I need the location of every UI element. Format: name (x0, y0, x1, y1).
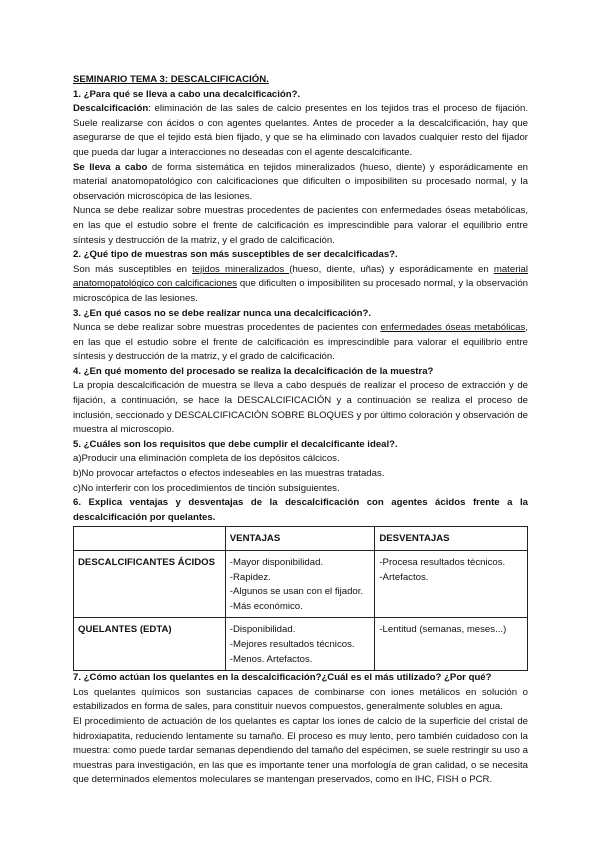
cell-line: -Lentitud (semanas, meses...) (379, 624, 507, 636)
document-title: SEMINARIO TEMA 3: DESCALCIFICACIÓN. (73, 74, 269, 85)
table-header-row (74, 527, 528, 551)
answer-1-paragraph: Nunca se debe realizar sobre muestras procedentes de pacientes con enfermedades óseas metabólicas, en las que el estudio sobre el frente de calcificación es imprescindible para valorar el equilibrio entre síntesis y destrucción de la matriz, y el grado de calcificación. (73, 205, 528, 246)
cell-line: -Artefactos. (379, 571, 429, 583)
question-1: 1. ¿Para qué se lleva a cabo una decalcificación?. (73, 88, 301, 100)
table-row (74, 618, 528, 671)
text: Nunca se debe realizar sobre muestras procedentes de pacientes con (73, 322, 381, 334)
table-row (74, 551, 528, 618)
cell-line: -Menos. Artefactos. (229, 653, 313, 665)
answer-1-paragraph (73, 102, 528, 160)
header-cell: DESVENTAJAS (375, 527, 528, 551)
cell-line: -Disponibilidad. (229, 624, 296, 636)
cell-line: -Mayor disponibilidad. (229, 557, 324, 568)
document-page (73, 73, 528, 788)
underlined-text: tejidos mineralizados (192, 263, 290, 275)
cell-line: -Más económico. (229, 600, 303, 612)
answer-2 (73, 263, 528, 307)
underlined-text: material anatomopatológico con calcificaciones (73, 263, 528, 290)
cell-line: -Algunos se usan con el fijador. (229, 586, 364, 598)
desventajas-cell (375, 618, 528, 671)
question-5: 5. ¿Cuáles son los requisitos que debe cumplir el decalcificante ideal?. (73, 438, 398, 450)
question-4: 4. ¿En qué momento del procesado se realiza la decalcificación de la muestra? (73, 365, 434, 377)
question-2: 2. ¿Qué tipo de muestras son más susceptibles de ser decalcificadas?. (73, 249, 398, 261)
question-3: 3. ¿En qué casos no se debe realizar nunca una decalcificación?. (73, 307, 372, 319)
term: Descalcificación (73, 103, 149, 115)
row-label: QUELANTES (EDTA) (74, 618, 226, 671)
ventajas-cell (225, 551, 375, 618)
header-cell: VENTAJAS (225, 527, 375, 551)
question-6: 6. Explica ventajas y desventajas de la descalcificación con agentes ácidos frente a la descalcificación por quelantes. (73, 497, 528, 523)
list-item: c)No interferir con los procedimientos de tinción subsiguientes. (73, 482, 340, 494)
answer-1-paragraph (73, 161, 528, 205)
header-cell (74, 527, 226, 551)
text: de forma sistemática en tejidos mineralizados (hueso, diente) y esporádicamente en material anatomopatológico con calcificaciones que dificulten o imposibiliten su procesado normal, y la observación microscópica de las lesiones. (73, 161, 528, 202)
underlined-text: enfermedades óseas metabólicas (380, 322, 526, 334)
row-label: DESCALCIFICANTES ÁCIDOS (74, 551, 226, 618)
cell-line: -Procesa resultados técnicos. (379, 557, 506, 568)
answer-7-paragraph: El procedimiento de actuación de los quelantes es captar los iones de calcio de la superficie del cristal de hidroxiapatita, reduciendo lentamente su tamaño. El proceso es muy lento, pero también cuidadoso con la muestra: como puede tardar semanas dependiendo del tamaño del espécimen, se suele restringir su uso a muestras para investigación, en las que es importante tener una morfología de gran calidad, o se necesita que determinados elementos moleculares se mantengan preservados, como en IHC, FISH o PCR. (73, 715, 528, 786)
text: Son más susceptibles en (73, 263, 193, 275)
answer-3 (73, 321, 528, 365)
cell-line: -Mejores resultados técnicos. (229, 638, 355, 650)
answer-7-paragraph: Los quelantes químicos son sustancias capaces de combinarse con iones metálicos en solución o estabilizados en forma de sales, para constituir nuevos compuestos, generalmente solubles en agua. (73, 686, 528, 713)
comparison-table (73, 526, 528, 671)
cell-line: -Rapidez. (229, 571, 271, 583)
text: : eliminación de las sales de calcio presentes en los tejidos tras el proceso de fijación. Suele realizarse con ácidos o con agentes quelantes. Antes de proceder a la descalcificación, hay que asegurarse de que el tejido está bien fijado, y que se ha eliminado con lavados cualquier resto del fijador que pueda dar lugar a interacciones no deseadas con el agente descalcificante. (73, 103, 528, 158)
desventajas-cell (375, 551, 528, 618)
answer-4: La propia descalcificación de muestra se lleva a cabo después de realizar el proceso de extracción y de fijación, a continuación, se hace la DESCALCIFICACIÓN y a continuación se realiza el proceso de inclusión, seccionado y DESCALCIFICACIÓN SOBRE BLOQUES y por último coloración y observación de muestra al microscopio. (73, 380, 528, 436)
list-item: b)No provocar artefactos o efectos indeseables en las muestras tratadas. (73, 468, 385, 480)
text: que dificulten o imposibiliten su procesado normal, y la observación microscópica de las lesiones. (73, 278, 528, 304)
text: (hueso, diente, uñas) y esporádicamente en (289, 263, 494, 275)
term: Se lleva a cabo (73, 161, 148, 173)
text: , en las que el estudio sobre el frente de calcificación es imprescindible para valorar el equilibrio entre síntesis y destrucción de la matriz, y el grado de calcificación. (73, 322, 528, 363)
question-7: 7. ¿Cómo actúan los quelantes en la descalcificación?¿Cuál es el más utilizado? ¿Por qué? (73, 672, 492, 684)
ventajas-cell (225, 618, 375, 671)
list-item: a)Producir una eliminación completa de los depósitos cálcicos. (73, 453, 340, 465)
